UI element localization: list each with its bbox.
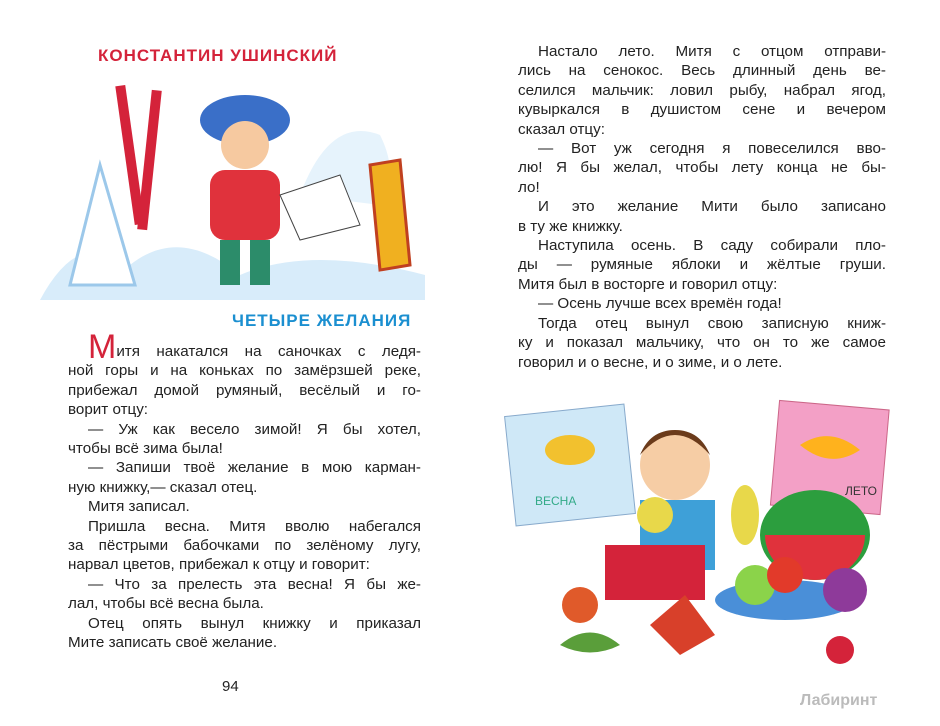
text-line: селился мальчик: ловил рыбу, набрал ягод, bbox=[518, 81, 886, 99]
spring-label: ВЕСНА bbox=[535, 494, 577, 508]
text-line: — Уж как весело зимой! Я бы хотел, bbox=[88, 420, 421, 438]
text-line: Наступила осень. В саду собирали пло- bbox=[538, 237, 886, 255]
text-line: — Что за прелесть эта весна! Я бы же- bbox=[88, 575, 421, 593]
text-line: кувыркался в душистом сене и вечером bbox=[518, 101, 886, 119]
paragraph bbox=[518, 197, 886, 236]
paragraph bbox=[68, 517, 421, 575]
paragraph bbox=[518, 294, 886, 313]
text-line: в ту же книжку. bbox=[518, 217, 623, 235]
left-text-column bbox=[68, 328, 421, 653]
text-line: Мите записать своё желание. bbox=[68, 634, 278, 652]
text-line: Настало лето. Митя с отцом отправи- bbox=[538, 43, 886, 60]
story-title: ЧЕТЫРЕ ЖЕЛАНИЯ bbox=[232, 311, 412, 330]
text-line: ную книжку,— сказал отец. bbox=[68, 478, 258, 496]
paragraph bbox=[68, 458, 421, 497]
text-line: Пришла весна. Митя вволю набегался bbox=[88, 517, 421, 535]
text-line: чтобы всё зима была! bbox=[68, 440, 223, 458]
paragraph bbox=[518, 139, 886, 197]
paragraph bbox=[518, 236, 886, 294]
watermark-logo: Лабиринт bbox=[800, 692, 878, 709]
right-text-column bbox=[518, 42, 886, 372]
text-line: Митя записал. bbox=[88, 498, 190, 516]
winter-illustration bbox=[40, 75, 425, 300]
text-line: за пёстрыми бабочками по зелёному лугу, bbox=[68, 537, 421, 555]
autumn-illustration bbox=[500, 395, 895, 675]
text-line: говорил и о весне, и о зиме, и о лете. bbox=[518, 353, 783, 371]
text-line: — Запиши твоё желание в мою карман- bbox=[88, 459, 421, 477]
paragraph bbox=[518, 42, 886, 139]
text-line: — Вот уж сегодня я повеселился вво- bbox=[538, 140, 886, 158]
text-line: Тогда отец вынул свою записную книж- bbox=[538, 314, 886, 332]
text-line: нарвал цветов, прибежал к отцу и говорит: bbox=[68, 556, 370, 574]
text-line: лал, чтобы всё весна была. bbox=[68, 595, 264, 613]
paragraph bbox=[68, 614, 421, 653]
text-line-with-drop-cap: Митя накатался на саночках с ледя- bbox=[88, 328, 421, 366]
page-number: 94 bbox=[222, 678, 239, 695]
text-line: И это желание Мити было записано bbox=[538, 198, 886, 216]
paragraph bbox=[68, 420, 421, 459]
text-line: ворит отцу: bbox=[68, 401, 149, 419]
text-line: ды — румяные яблоки и жёлтые груши. bbox=[518, 256, 886, 274]
summer-label: ЛЕТО bbox=[845, 484, 878, 498]
text-line: лись на сенокос. Весь длинный день ве- bbox=[518, 62, 886, 80]
text-line: сказал отцу: bbox=[518, 120, 605, 138]
text-line: прибежал домой румяный, весёлый и го- bbox=[68, 381, 421, 399]
paragraph bbox=[68, 328, 421, 420]
text-line: — Осень лучше всех времён года! bbox=[538, 295, 782, 313]
text-line: ло! bbox=[518, 178, 540, 196]
paragraph bbox=[68, 497, 421, 516]
text-line: лю! Я бы желал, чтобы лету конца не бы- bbox=[518, 159, 886, 177]
text-line: Митя был в восторге и говорил отцу: bbox=[518, 275, 778, 293]
text-line: Отец опять вынул книжку и приказал bbox=[88, 614, 421, 632]
paragraph bbox=[68, 575, 421, 614]
text-line: ку и показал мальчику, что он то же самое bbox=[518, 334, 886, 352]
drop-cap: М bbox=[88, 328, 117, 366]
author-name: КОНСТАНТИН УШИНСКИЙ bbox=[98, 46, 338, 65]
paragraph bbox=[518, 314, 886, 372]
text-line: ной горы и на коньках по замёрзшей реке, bbox=[68, 362, 421, 380]
